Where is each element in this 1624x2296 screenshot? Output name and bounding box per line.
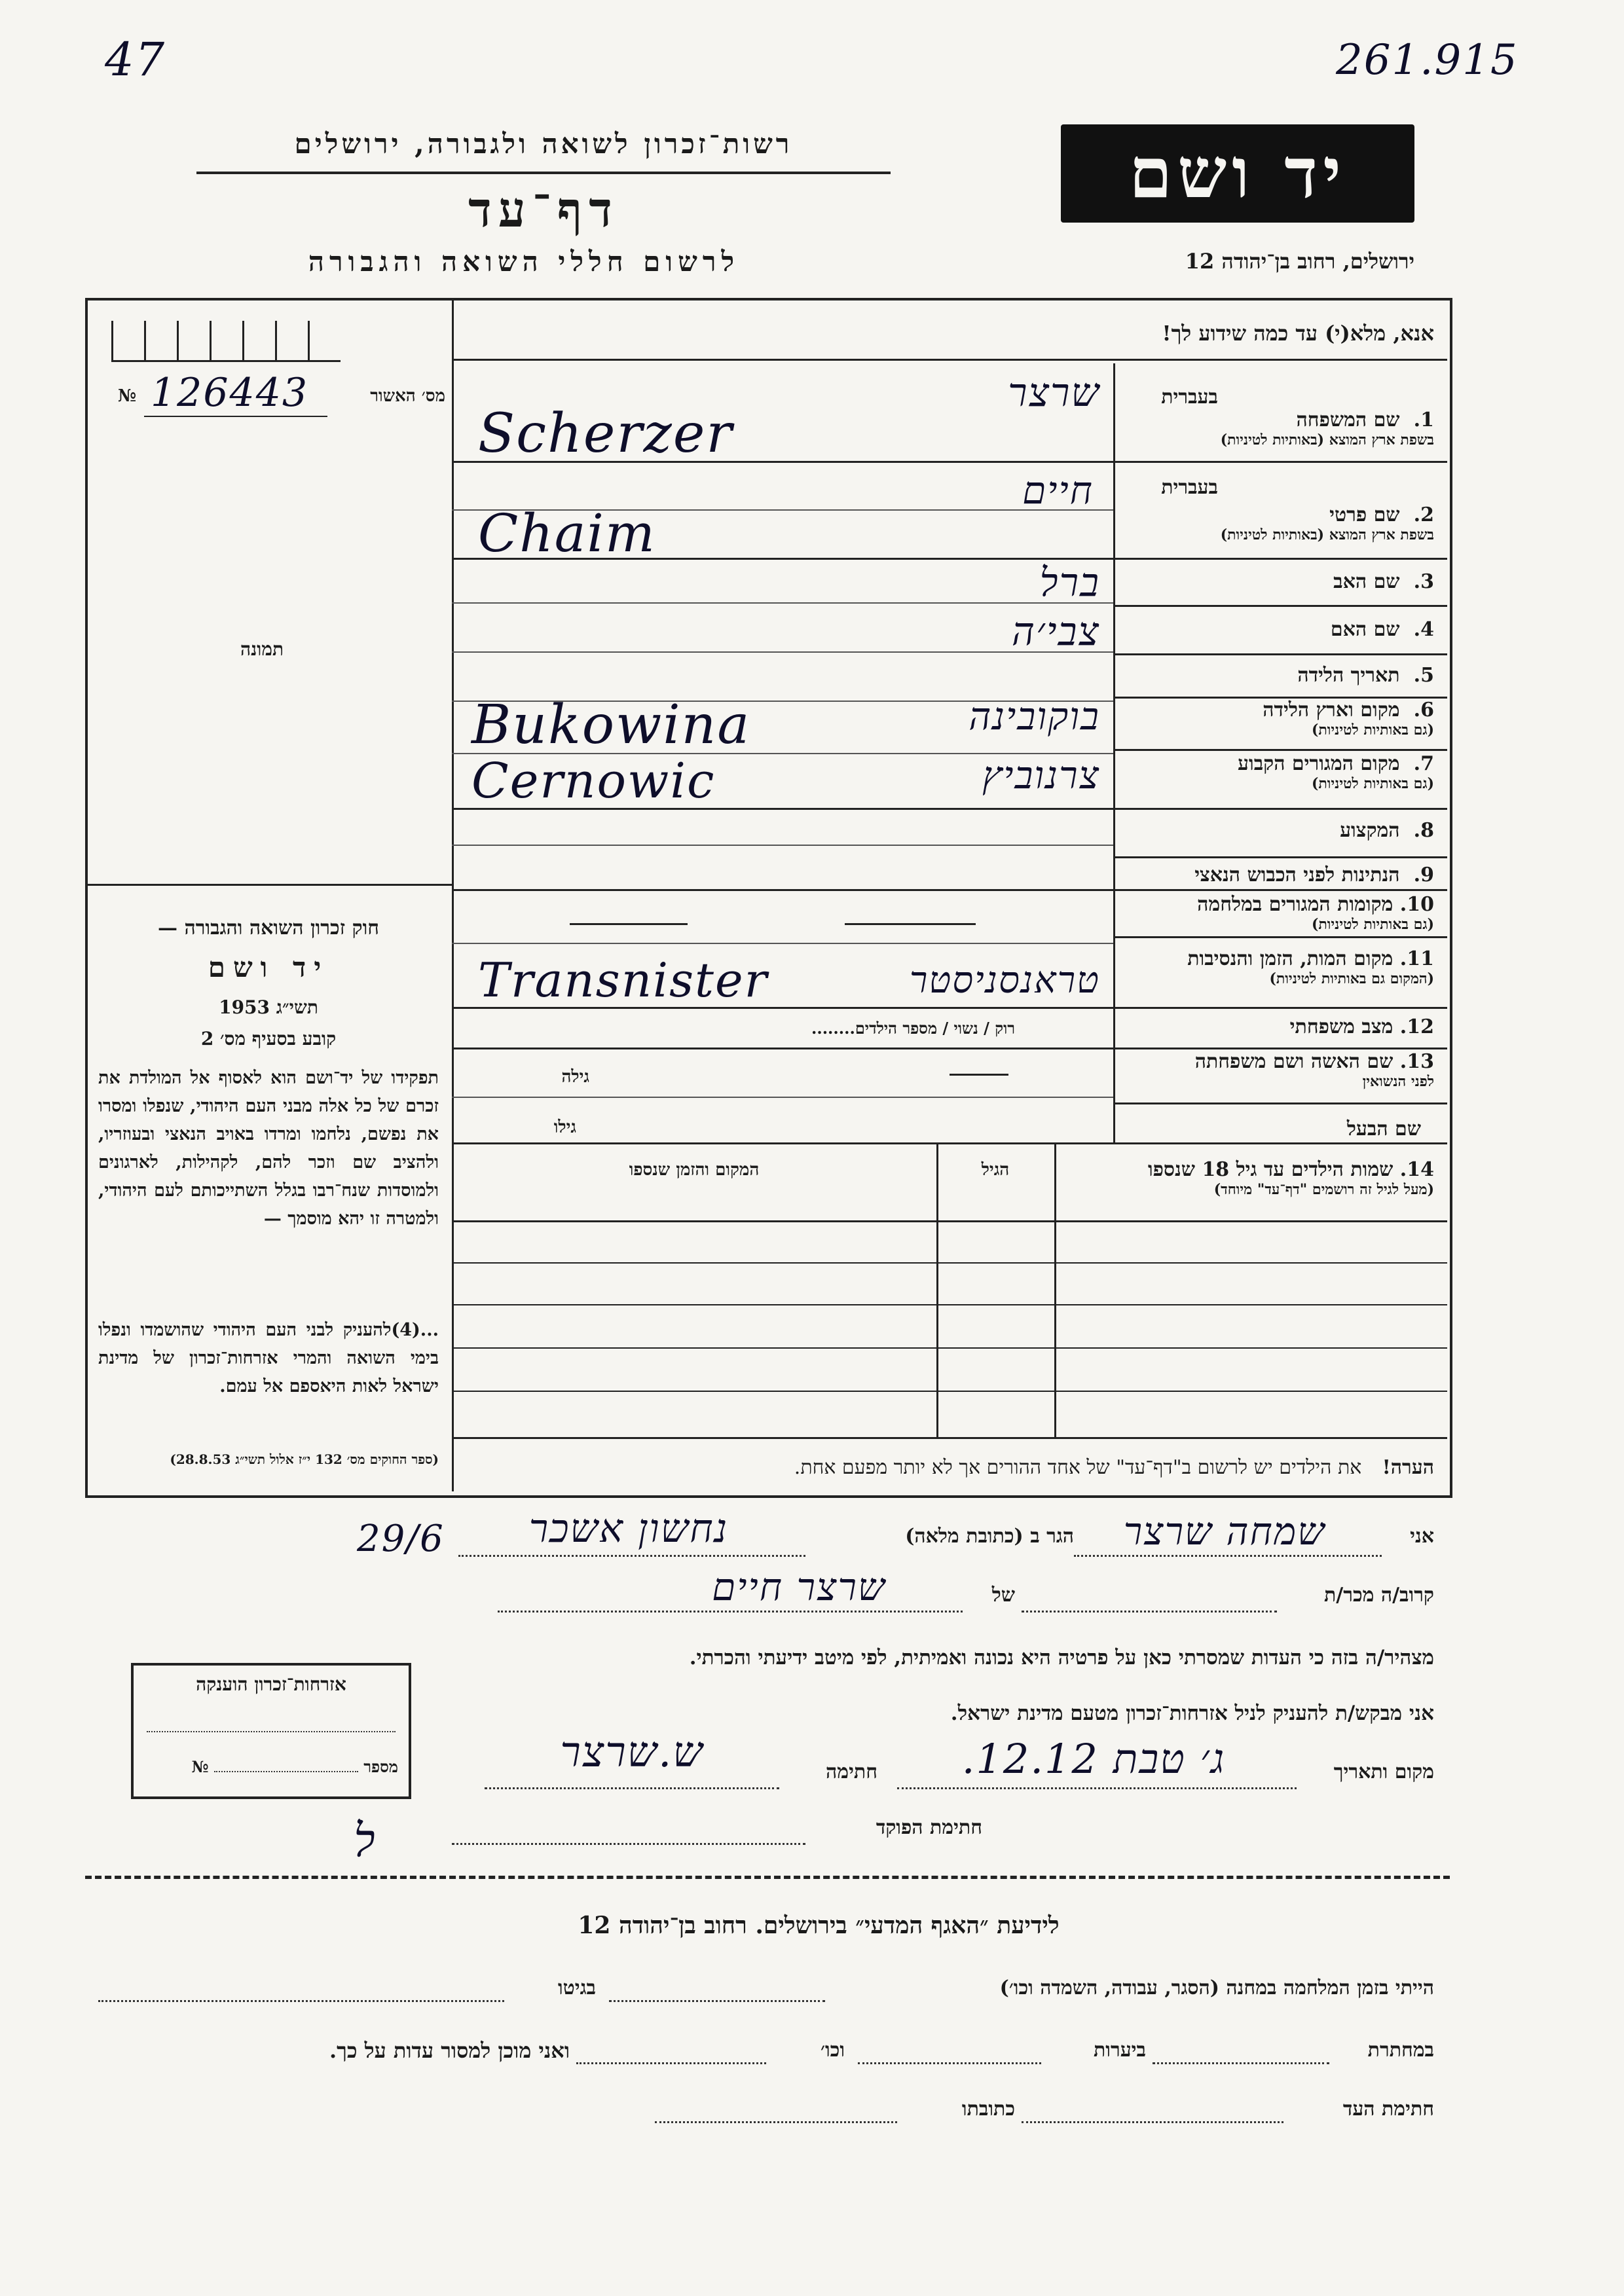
wife-name-label: 13. שם האשה ושם משפחתה לפני הנשואין (1194, 1050, 1434, 1090)
first-name-latin-value: Chaim (478, 503, 656, 564)
footer-camp-label: הייתי בזמן המלחמה במחנה (הסגר, עבודה, השמדה וכו׳) (999, 1977, 1434, 1999)
family-name-latin-value: Scherzer (478, 403, 733, 465)
birth-place-label: 6. מקום וארץ הלידה (גם באותיות לטיניות) (1263, 699, 1434, 738)
marital-status-options: רוק / נשוי / מספר הילדים........ (811, 1019, 1015, 1038)
wartime-residence-label: 10. מקומות המגורים במלחמה (גם באותיות לטיניות) (1197, 893, 1434, 933)
memorial-citizenship-box: אזרחות־זכרון הוענקה מספר № (131, 1663, 411, 1799)
law-title: חוק זכרון השואה והגבורה — (158, 917, 379, 939)
header-address: ירושלים, רחוב בן־יהודה 12 (1185, 249, 1414, 274)
children-age-column: הגיל (981, 1160, 1010, 1180)
form-title: דף־עד (468, 182, 619, 238)
footer-witness-signature-label: חתימת העד (1342, 2098, 1434, 2121)
family-name-label: 1. שם המשפחה בשפת ארץ המוצא (באותיות לטיניות) (1220, 409, 1434, 448)
father-name-value: ברל (1039, 560, 1100, 606)
residence-latin-value: Cernowic (471, 753, 716, 809)
approval-ticks (111, 321, 341, 362)
residence-hebrew-value: צרנוביץ (982, 753, 1100, 797)
nationality-label: 9. הנתינות לפני הכבוש הנאצי (1194, 864, 1434, 886)
yad-vashem-logo: יד ושם (1061, 124, 1414, 223)
resident-label: הגר ב (כתובת מלאה) (905, 1525, 1074, 1548)
footer-divider (85, 1876, 1450, 1879)
signature-value: ש.שרצר (560, 1728, 704, 1777)
instruction-text: אנא, מלא(י) עד כמה שידוע לך! (1162, 321, 1434, 346)
statement-1: מצהיר/ה בזה כי העדות שמסרתי כאן על פרטיה היא נכונה ואמיתית, לפי מיטב ידיעתי והכרתי. (689, 1646, 1434, 1669)
birth-place-latin-value: Bukowina (471, 694, 751, 756)
document-number: 261.915 (1336, 36, 1519, 84)
place-date-label: מקום ותאריך (1333, 1760, 1434, 1783)
official-initials: ﬥ (354, 1813, 377, 1867)
father-name-label: 3. שם האב (1333, 570, 1434, 593)
declarant-i-label: אני (1410, 1525, 1434, 1548)
family-name-hebrew-value: שרצר (1008, 370, 1100, 416)
official-signature-label: חתימת הפוקד (876, 1816, 982, 1839)
mother-name-label: 4. שם האם (1330, 618, 1434, 641)
footer-underground-label: במחתרת (1367, 2039, 1434, 2062)
wife-age-label: גילה (561, 1067, 589, 1087)
law-year: תשי״ג 1953 (219, 996, 318, 1018)
declarant-address: נחשון אשכר (528, 1506, 729, 1552)
footer-address-label: כתובתו (961, 2098, 1015, 2121)
first-name-hebrew-tag: בעברית (1161, 476, 1218, 499)
death-place-label: 11. מקום המות, הזמן והנסיבות (המקום גם באותיות לטיניות) (1187, 947, 1434, 987)
law-clause: קובע בסעיף מס׳ 2 (200, 1028, 337, 1049)
mother-name-value: צבי׳ה (1011, 609, 1100, 655)
law-reference: (ספר החוקים מס׳ 132 י״ז אלול תשי״ג 28.8.53) (170, 1451, 439, 1467)
marital-status-label: 12. מצב משפחתי (1289, 1015, 1434, 1038)
death-place-hebrew-value: טראנסניסטר (909, 959, 1100, 1002)
law-body: תפקידו של יד־ושם הוא לאסוף אל המולדת את זכרם של כל אלה מבני העם היהודי, שנפלו ומסרו את נפשם, נלחמו ומרדו באויב הנאצי ובעוזריו, ולהציב שם וזכר להם, לקהילות, לארגונים ולמוסדות שנח־רבו בגלל השתייכותם לעם היהודי, ולמטרה זו יהא מוסמך — (98, 1068, 439, 1229)
archive-number: 47 (105, 33, 166, 86)
children-place-column: המקום והזמן שנספו (629, 1160, 760, 1180)
signature-label: חתימה (826, 1760, 877, 1783)
citizenship-number-label: מספר № (191, 1757, 398, 1776)
children-label: 14. שמות הילדים עד גיל 18 שנספו (מעל לגיל זה רושמים "דף־עד" מיוחד) (1147, 1158, 1434, 1198)
law-body-2: ...(4)להעניק לבני העם היהודי שהושמדו ונפלו בימי השואה והמרי אזרחות־זכרון של מדינת ישראל לאות היאספם אל עמם. (98, 1320, 439, 1396)
residence-label: 7. מקום המגורים הקבוע (גם באותיות לטיניות) (1238, 752, 1434, 792)
husband-name-label: שם הבעל (1346, 1118, 1421, 1140)
birth-date-label: 5. תאריך הלידה (1297, 664, 1434, 687)
footer-etc-label: וכו׳ (821, 2039, 845, 2062)
authority-title: רשות־זכרון לשואה ולגבורה, ירושלים (294, 128, 793, 160)
place-date-value: ג׳ טבת 12.12. (961, 1735, 1226, 1783)
footer-title: לידיעת ״האגף המדעי״ בירושלים. רחוב בן־יהודה 12 (578, 1912, 1060, 1939)
statement-2: אני מבקש/ת להעניק לניל אזרחות־זכרון מטעם מדינת ישראל. (950, 1702, 1434, 1725)
footer-forests-label: ביערות (1093, 2039, 1146, 2062)
family-name-hebrew-tag: בעברית (1161, 386, 1218, 409)
approval-suffix: № (118, 386, 137, 406)
form-subtitle: לרשום חללי השואה והגבורה (308, 246, 740, 278)
relative-of-value: שרצר חיים (712, 1565, 886, 1609)
footer-testimony-statement: ואני מוכן למסור עדות על כך. (329, 2038, 570, 2063)
note-text: הערה! את הילדים יש לרשום ב"דף־עד" של אחד ההורים אך לא יותר מפעם אחת. (794, 1456, 1434, 1479)
footer-ghetto-label: בגיטו (557, 1977, 596, 1999)
approval-number: 126443 (151, 370, 309, 416)
death-place-latin-value: Transnister (478, 953, 768, 1008)
relative-of-label: של (991, 1584, 1015, 1607)
declarant-name: שמחה שרצר (1123, 1509, 1326, 1554)
photo-label: תמונה (240, 638, 284, 660)
husband-age-label: גילו (553, 1118, 576, 1137)
first-name-hebrew-value: חיים (1022, 468, 1094, 513)
first-name-label: 2. שם פרטי בשפת ארץ המוצא (באותיות לטיניות) (1220, 503, 1434, 543)
approval-label: מס׳ האשור (370, 386, 445, 406)
profession-label: 8. המקצוע (1340, 819, 1434, 842)
declaration-date-side: 29/6 (357, 1518, 445, 1560)
birth-place-hebrew-value: בוקובינה (969, 694, 1100, 738)
relative-label: קרוב/ה מכר/ת (1323, 1584, 1434, 1607)
law-logo: יד ושם (208, 951, 329, 983)
